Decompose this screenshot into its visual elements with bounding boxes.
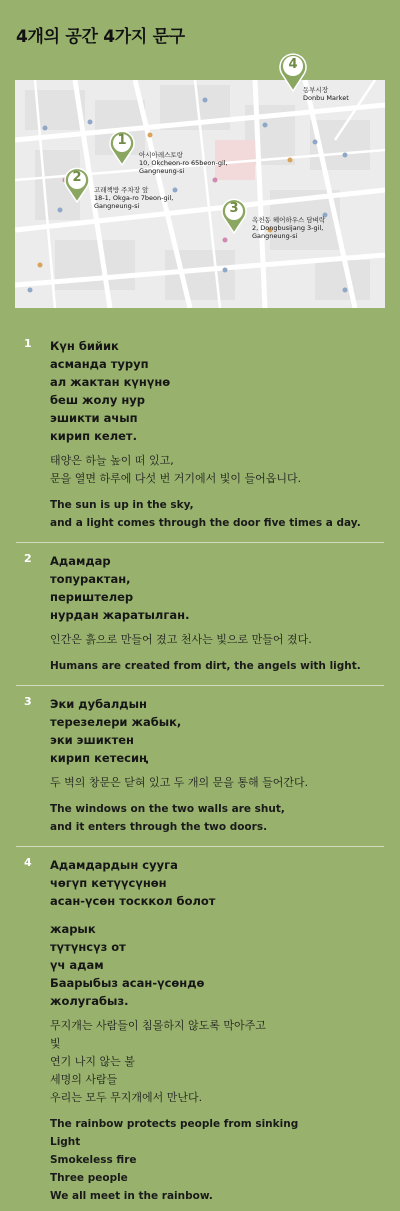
kyrgyz-line: кирип келет. [50,429,137,443]
place-address: Gangneung-si [94,202,140,210]
place-name: 옥천동 헤어하우스 담벼락 [252,216,326,224]
english-line: Three people [50,1172,128,1184]
korean-line: 문을 열면 하루에 다섯 번 거기에서 빛이 들어옵니다. [50,472,302,485]
map-pin-4-marker[interactable] [279,52,307,92]
kyrgyz-line: асан-үсөн тосккол болот [50,894,216,908]
poem-kyrgyz [50,552,384,624]
kyrgyz-line: түтүнсүз от [50,940,126,954]
place-address: 18-1, Okga-ro 7beon-gil, [94,194,174,202]
page-title: 4개의 공간 4가지 문구 [16,27,185,47]
english-line: and it enters through the two doors. [50,821,268,833]
kyrgyz-line: Күн бийик [50,339,119,353]
kyrgyz-line: үч адам [50,958,104,972]
kyrgyz-line: терезелери жабык, [50,715,182,729]
location-map[interactable] [15,80,385,308]
map-pin-3[interactable] [221,198,247,234]
korean-line: 우리는 모두 무지개에서 만난다. [50,1091,203,1104]
map-label-2 [94,186,173,210]
poem-english [50,657,384,675]
kyrgyz-line: Адамдардын суугa [50,858,178,872]
kyrgyz-line: жарык [50,922,96,936]
kyrgyz-line: Эки дубалдын [50,697,147,711]
kyrgyz-line: эшикти ачып [50,411,138,425]
english-line: Humans are created from dirt, the angels with light. [50,660,361,672]
poem-english [50,800,384,836]
kyrgyz-line: нурдан жаратылган. [50,608,190,622]
map-pin-number: 2 [72,170,82,185]
map-pin-number: 3 [229,201,239,216]
english-line: The rainbow protects people from sinking [50,1118,299,1130]
map-pin-number: 1 [117,133,127,148]
kyrgyz-line: чөгүп кетүүсүнөн [50,876,167,890]
kyrgyz-line: эки эшиктен [50,733,134,747]
poem-number: 1 [24,337,32,350]
kyrgyz-line: Адамдар [50,554,111,568]
poem-kyrgyz [50,856,384,1010]
poem-number: 4 [24,856,32,869]
place-name: 고래책방 주차장 앞 [94,186,149,194]
english-line: The windows on the two walls are shut, [50,803,285,815]
poem-item [16,847,384,1211]
korean-line: 빛 [50,1037,61,1050]
place-address: Gangneung-si [252,232,298,240]
korean-line: 세명의 사람들 [50,1073,118,1086]
map-label-4 [303,86,349,102]
poem-english [50,1115,384,1205]
english-line: Light [50,1136,81,1148]
poem-korean [50,452,384,488]
place-name: 아시아레스토랑 [139,151,183,159]
poem-kyrgyz [50,337,384,445]
stanza-gap [50,910,384,920]
english-line: and a light comes through the door five times a day. [50,517,361,529]
place-name: 동부시장 [303,86,329,94]
poem-korean [50,631,384,649]
kyrgyz-line: асманда туруп [50,357,149,371]
poem-item [16,543,384,686]
kyrgyz-line: жолугабыз. [50,994,129,1008]
kyrgyz-line: Баарыбыз асан-үсөндө [50,976,205,990]
poem-item [16,686,384,847]
english-line: Smokeless fire [50,1154,137,1166]
kyrgyz-line: топурактан, [50,572,131,586]
kyrgyz-line: ал жактан күнүнө [50,375,171,389]
map-label-3 [252,216,325,240]
place-address: Donbu Market [303,94,349,102]
map-pin-number: 4 [288,57,298,72]
poem-number: 3 [24,695,32,708]
place-address: 2, Dongbusijang 3-gil, [252,224,324,232]
kyrgyz-line: периштелер [50,590,134,604]
poem-kyrgyz [50,695,384,767]
poem-number: 2 [24,552,32,565]
place-address: 10, Okcheon-ro 65beon-gil, [139,159,228,167]
kyrgyz-line: кирип кетесиң [50,751,149,765]
korean-line: 인간은 흙으로 만들어 졌고 천사는 빛으로 만들어 졌다. [50,633,312,646]
korean-line: 연기 나지 않는 불 [50,1055,135,1068]
poem-item [16,328,384,543]
kyrgyz-line: беш жолу нур [50,393,145,407]
map-pin-2[interactable] [64,167,90,203]
korean-line: 두 벽의 창문은 닫혀 있고 두 개의 문을 통해 들어간다. [50,776,309,789]
poem-list [0,328,400,1211]
map-pin-1[interactable] [109,130,135,166]
map-label-1 [139,151,228,175]
poem-korean [50,1017,384,1107]
poem-english [50,496,384,532]
korean-line: 태양은 하늘 높이 떠 있고, [50,454,174,467]
korean-line: 무지개는 사람들이 침몰하지 않도록 막아주고 [50,1019,266,1032]
english-line: We all meet in the rainbow. [50,1190,213,1202]
poem-korean [50,774,384,792]
english-line: The sun is up in the sky, [50,499,194,511]
place-address: Gangneung-si [139,167,185,175]
